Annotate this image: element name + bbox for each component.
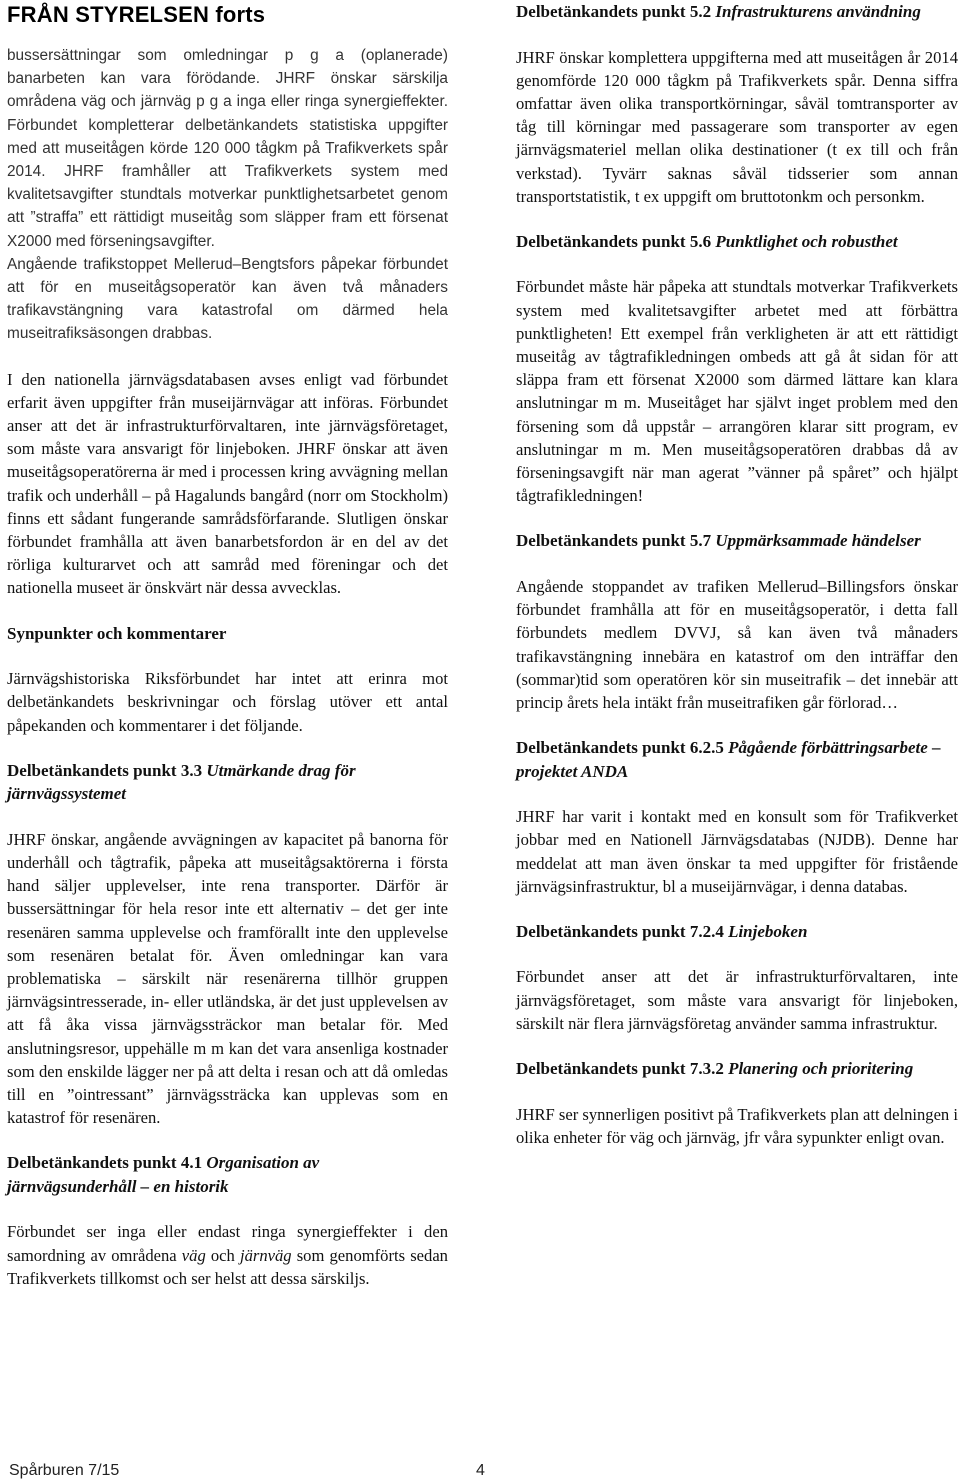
paragraph-punkt-7-2-4: Förbundet anser att det är infrastrukturförvaltaren, inte järnvägsföretaget, som måste vara ansvarigt för linjeboken, särskilt när flera järnvägsföretag använder samma infrastruktur. <box>516 967 958 1033</box>
paragraph-nationella-databasen: I den nationella järnvägsdatabasen avses enligt vad förbundet erfarit även uppgifter från museijärnvägar att införas. Förbundet anser att det är infrastrukturförvaltaren, inte järnvägsföretaget, som måste vara ansvarigt för linjeboken. JHRF önskar att även museitågsoperatörerna är med i processen kring avvägning mellan trafik och underhåll – på Hagalunds bangård (norr om Stockholm) finns ett sådant fungerande samrådsförfarande. Slutligen önskar förbundet framhålla att även banarbetsfordon är en del av det rörliga kulturarvet och att samråd med föreningar och det nationella museet är önskvärt när dessa avvecklas. <box>7 369 448 598</box>
paragraph-trafikstopp: Angående trafikstoppet Mellerud–Bengtsfors påpekar förbundet att för en museitågsoperatör kan även två månaders trafikavstängning vara katastrofal om därmed hela museitrafiksäsongen drabbas. <box>7 255 448 343</box>
heading-punkt-4-1: Delbetänkandets punkt 4.1 Organisation av järnvägsunderhåll – en historik <box>7 1153 320 1196</box>
paragraph-synpunkter: Järnvägshistoriska Riksförbundet har intet att erinra mot delbetänkandets beskrivningar och förslag utöver ett antal påpekanden och kommentarer i det följande. <box>7 669 448 735</box>
paragraph-punkt-5-6: Förbundet måste här påpeka att stundtals motverkar Trafikverkets system med kvalitetsavgifter arbetet med att förbättra punktligheten! Ett exempel från verkligheten är att ett rättidigt museitåg av tågtrafikledningen ombeds att gå åt sidan för att släppa fram ett försenat X2000 som därmed lättare kan klara anslutningar m m. Museitåget har självt inget problem med den försening som då uppstår – arrangören klarar sitt program, ev anslutningar m m. Men museitågsoperatören drabbas då av förseningsavgift när man agerat ”vänner på spåret” och hjälpt tågtrafikledningen! <box>516 277 958 506</box>
footer-page-number: 4 <box>476 1462 485 1479</box>
paragraph-punkt-7-3-2: JHRF ser synnerligen positivt på Trafikverkets plan att delningen i olika enheter för väg och järnväg, jfr våra sypunkter enligt ovan. <box>516 1104 958 1147</box>
paragraph-punkt-5-7: Angående stoppandet av trafiken Mellerud–Billingsfors önskar förbundet framhålla att för en museitågsoperatör, i detta fall förbundets medlem DVVJ, så kan även två månaders trafikavstängning innebära en katastrof om den inträffar den (sommar)tid som operatören kör sin museitrafik – det innebär att princip årets hela intäkt från museitrafiken går förlorad… <box>516 576 958 712</box>
footer-publication: Spårburen 7/15 <box>9 1462 120 1479</box>
paragraph-intro-text: bussersättningar som omledningar p g a (oplanerade) banarbeten kan vara förödande. JHRF önskar särskilja områdena väg och järnväg p g a inga eller ringa synergieffekter. Förbundet kompletterar delbetänkandets statistiska uppgifter med att museitågen körde 120 000 tågkm på Trafikverkets spår 2014. <box>7 47 448 181</box>
heading-punkt-6-2-5: Delbetänkandets punkt 6.2.5 Pågående förbättringsarbete – projektet ANDA <box>516 738 941 781</box>
paragraph-intro-text-2: JHRF framhåller att Trafikverkets system med kvalitetsavgifter stundtals motverkar punktlighetsarbetet genom att ”straffa” ett rättidigt museitåg som släpper fram ett försenat X2000 med förseningsavgifter. <box>7 163 449 250</box>
paragraph-punkt-3-3: JHRF önskar, angående avvägningen av kapacitet på banorna för underhåll och tågtrafik, påpeka att museitågsaktörerna i första hand säljer upplevelser, inte rena transporter. Därför är bussersättningar för hela resor inte ett alternativ – det ger inte resenären samma upplevelse och framförallt inte den upplevelse som resenären betalat för. Även omledningar kan vara problematiska – särskilt när resenärerna tillhör gruppen järnvägsintresserade, in- eller utländska, är det just upplevelsen av att få åka vissa järnvägssträckor man betalar för. Med anslutningsresor, uppehälle m m kan det vara ansenliga kostnader som den enskilde lägger ner på att delta i resan och att då omledas till en ”ointressant” järnvägssträcka kan upplevas som en katastrof för resenären. <box>7 829 448 1128</box>
heading-punkt-3-3: Delbetänkandets punkt 3.3 Utmärkande drag för järnvägssystemet <box>7 760 356 804</box>
paragraph-punkt-5-2: JHRF önskar komplettera uppgifterna med att museitågen år 2014 genomförde 120 000 tågkm på Trafikverkets spår. Denna siffra omfattar även olika transportkörningar, såväl tomtransporter av tåg till körningar med passagerare som transporter av egen järnvägsmateriel mellan olika destinationer (t ex till och från verkstad). Tyvärr saknas såväl tidsserier som annan transportstatistik, t ex uppgift om bruttotonkm och personkm. <box>516 47 958 206</box>
right-column <box>516 0 958 1171</box>
heading-punkt-5-6: Delbetänkandets punkt 5.6 Punktlighet och robusthet <box>516 231 898 251</box>
heading-synpunkter: Synpunkter och kommentarer <box>7 623 227 643</box>
heading-punkt-7-2-4: Delbetänkandets punkt 7.2.4 Linjeboken <box>516 921 808 941</box>
paragraph-punkt-6-2-5: JHRF har varit i kontakt med en konsult som för Trafikverket jobbar med en Nationell Järnvägsdatabas (NJDB). Denne har meddelat att man även önskar ta med uppgifter för fristående järnvägsinfrastruktur, bl a museijärnvägar, i denna databas. <box>516 807 958 896</box>
page-title: FRÅN STYRELSEN forts <box>7 2 266 27</box>
paragraph-intro <box>7 44 448 253</box>
left-column <box>7 44 448 1312</box>
paragraph-punkt-4-1: Förbundet ser inga eller endast ringa synergieffekter i den samordning av områdena väg och järnväg som genomförts sedan Trafikverkets tillkomst och ser helst att dessa särskiljs. <box>7 1222 448 1288</box>
heading-punkt-5-2: Delbetänkandets punkt 5.2 Infrastrukturens användning <box>516 2 921 21</box>
heading-punkt-7-3-2: Delbetänkandets punkt 7.3.2 Planering och prioritering <box>516 1059 914 1079</box>
heading-punkt-5-7: Delbetänkandets punkt 5.7 Uppmärksammade händelser <box>516 531 921 551</box>
